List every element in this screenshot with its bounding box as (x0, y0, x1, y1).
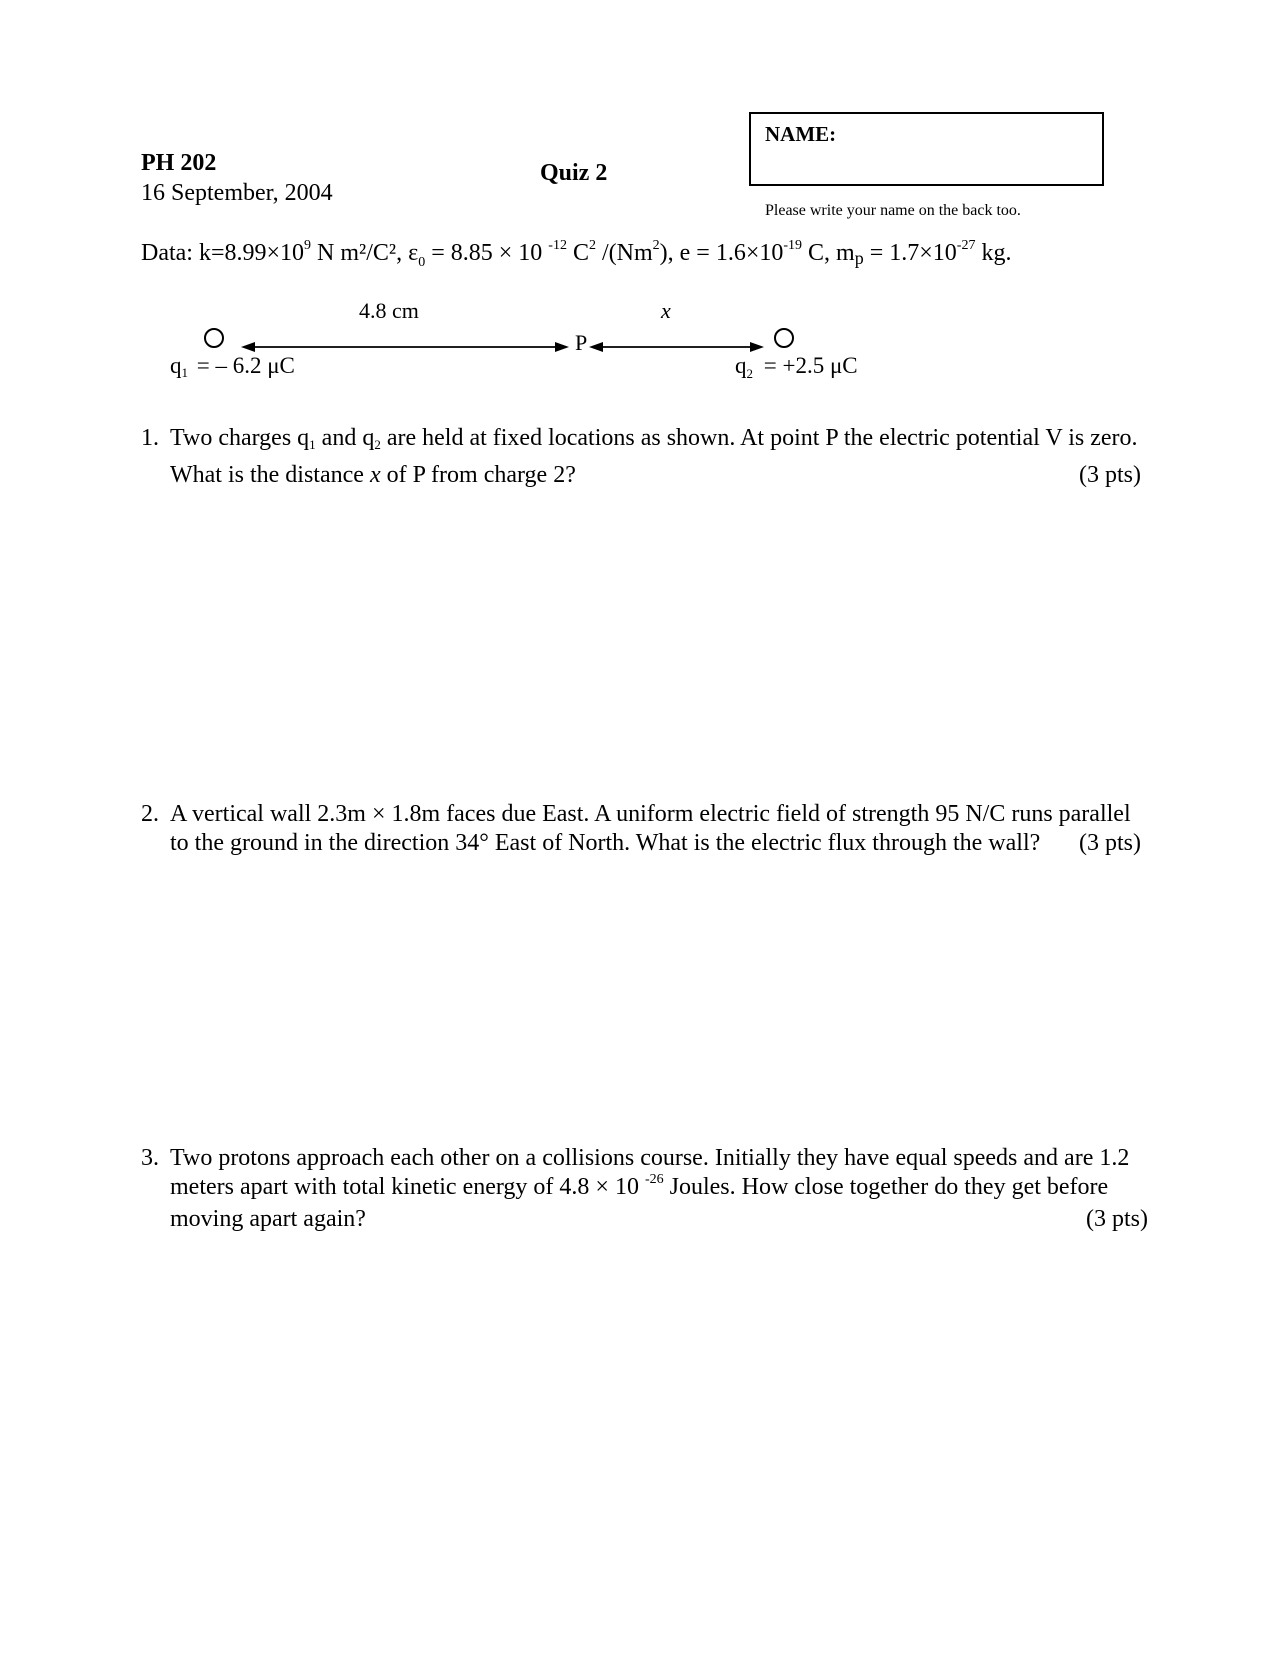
epsilon-subscript: 0 (418, 255, 426, 270)
proton-mass-units: kg. (975, 240, 1012, 266)
question-1-text (170, 421, 1141, 492)
charge-1-label (170, 353, 295, 380)
name-note: Please write your name on the back too. (765, 202, 1021, 219)
distance-label: 4.8 cm (359, 298, 419, 323)
question-2-number: 2. (141, 801, 159, 827)
question-3-text-b: Joules. How close together do they get before moving apart again? (170, 1174, 1109, 1232)
proton-mass-value: = 1.7×10 (863, 240, 957, 266)
epsilon-value: = 8.85 × 10 (425, 240, 549, 266)
charge-1-circle (205, 329, 223, 347)
charge-diagram (0, 290, 1280, 400)
question-2-text (170, 800, 1141, 858)
electron-units: C, m (802, 240, 855, 266)
epsilon-units-b: /(Nm (595, 240, 653, 266)
question-1-text-c: are held at fixed locations as shown. At point P the electric potential V is zero. What is the distance (170, 425, 1138, 488)
question-3-text-a: Two protons approach each other on a collisions course. Initially they have equal speeds and are 1.2 meters apart with total kinetic energy of 4.8 × 10 (170, 1145, 1130, 1200)
point-p-label: P (575, 330, 588, 355)
question-1 (141, 421, 1141, 492)
question-1-text-d: of P from charge 2? (380, 462, 576, 488)
electron-charge: ), e = 1.6×10 (659, 240, 784, 266)
constants-prefix: Data: k=8.99×10 (141, 240, 305, 266)
question-1-number: 1. (141, 425, 159, 451)
q2-value: = +2.5 μC (758, 353, 858, 378)
quiz-title: Quiz 2 (540, 160, 608, 186)
course-code: PH 202 (141, 150, 217, 176)
k-units: N m²/C², ε (311, 240, 419, 266)
electron-charge-exponent: -19 (783, 238, 803, 253)
question-2 (141, 800, 1141, 858)
epsilon-units-exp1: 2 (588, 238, 596, 253)
q1-symbol: q (170, 353, 182, 378)
question-1-variable: x (369, 462, 381, 488)
question-2-body: A vertical wall 2.3m × 1.8m faces due East. A uniform electric field of strength 95 N/C runs parallel to the ground in the direction 34° East of North. What is the electric flux through the wall? (170, 801, 1131, 856)
charge-2-circle (775, 329, 793, 347)
question-1-sub-a: 1 (309, 437, 316, 452)
name-label: NAME: (765, 122, 837, 146)
question-1-points: (3 pts) (1079, 462, 1141, 488)
question-3-exponent: -26 (644, 1172, 664, 1187)
proton-mass-exponent: -27 (956, 238, 976, 253)
question-1-text-a: Two charges q (170, 425, 310, 451)
q1-value: = – 6.2 μC (191, 353, 295, 378)
epsilon-units-exp2: 2 (652, 238, 660, 253)
question-3-points: (3 pts) (1086, 1206, 1148, 1232)
quiz-date: 16 September, 2004 (141, 180, 333, 206)
question-1-text-b: and q (315, 425, 375, 451)
question-3-number: 3. (141, 1145, 159, 1171)
x-label: x (661, 298, 671, 323)
proton-mass-subscript: p (854, 248, 864, 268)
epsilon-exponent: -12 (548, 238, 567, 253)
k-exponent: 9 (304, 238, 312, 253)
question-3-text (170, 1144, 1148, 1234)
q2-subscript: 2 (746, 366, 753, 381)
epsilon-units-a: C (566, 240, 589, 266)
x-arrow (589, 342, 764, 352)
distance-arrow (241, 342, 569, 352)
question-3 (141, 1144, 1148, 1234)
question-2-points: (3 pts) (1079, 830, 1141, 856)
q1-subscript: 1 (181, 365, 188, 380)
charge-2-label (735, 353, 858, 381)
q2-symbol: q (735, 353, 747, 378)
constants-line (141, 238, 1012, 270)
question-1-sub-b: 2 (374, 437, 381, 452)
